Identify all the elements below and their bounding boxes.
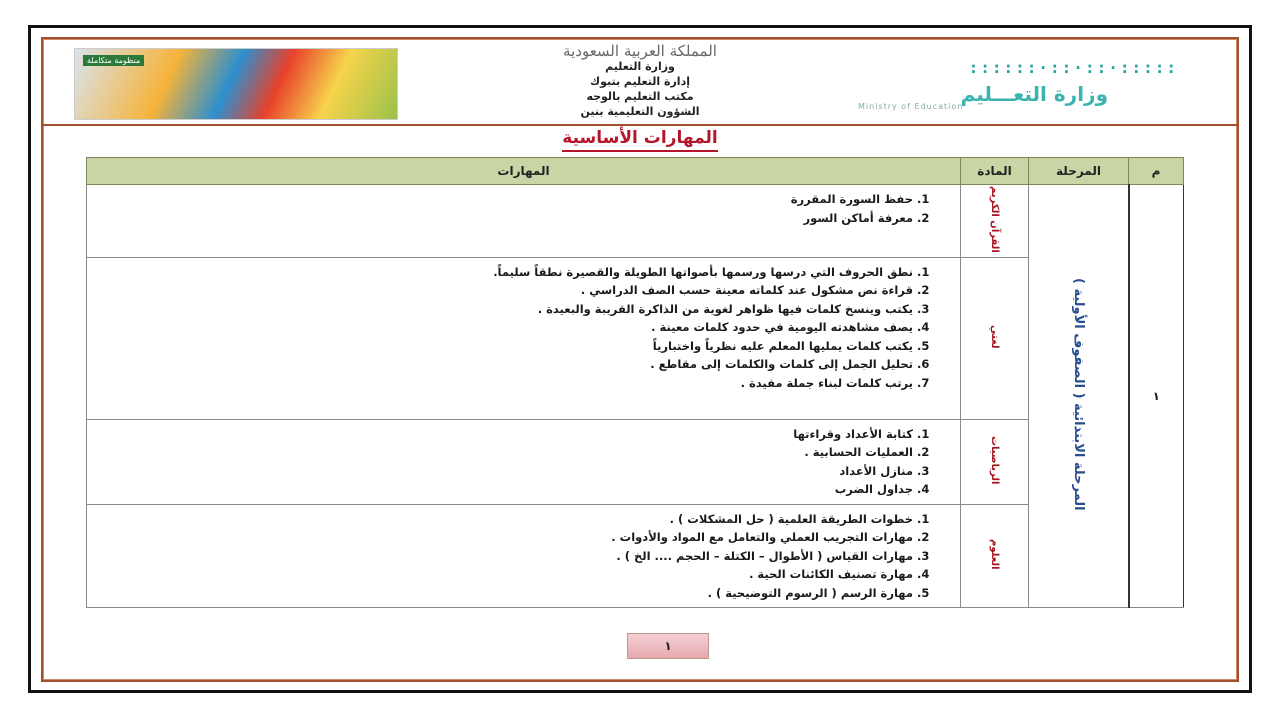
stage-cell [1029, 185, 1129, 608]
ministry-header-text [520, 44, 760, 119]
subject-label: لغتي [989, 325, 1000, 349]
logo-dots: ::::::·::·::·::::: [968, 58, 1178, 77]
cover-image [74, 48, 398, 120]
skill-item: 4. جداول الضرب [94, 480, 913, 499]
header-divider [43, 124, 1237, 126]
kingdom-name: المملكة العربية السعودية [563, 42, 717, 60]
cover-title: منظومة متكاملة [83, 55, 144, 66]
ministry-logo [858, 58, 1178, 110]
skill-item: 1. كتابة الأعداد وقراءتها [94, 425, 913, 444]
subject-label: القرآن الكريم [989, 186, 1000, 253]
skill-item: 4. مهارة تصنيف الكائنات الحية . [94, 565, 913, 584]
header-line-4: الشؤون التعليمية بنين [580, 105, 700, 118]
subject-label: العلوم [989, 539, 1000, 570]
skill-item: 5. يكتب كلمات يمليها المعلم عليه نظرياً واختبارياً [94, 337, 913, 356]
skills-cell [87, 257, 961, 419]
skills-cell [87, 419, 961, 504]
skill-item: 1. خطوات الطريقة العلمية ( حل المشكلات ) . [94, 510, 913, 529]
page-title [490, 128, 790, 148]
skills-table [86, 157, 1184, 608]
logo-text-ar: وزارة التعـــليم [960, 82, 1108, 106]
skill-item: 2. مهارات التجريب العملي والتعامل مع المواد والأدوات . [94, 528, 913, 547]
subject-cell [961, 504, 1029, 608]
header-line-1: وزارة التعليم [605, 60, 675, 73]
skill-item: 2. قراءة نص مشكول عند كلماته معينة حسب الصف الدراسي . [94, 281, 913, 300]
header-skills: المهارات [87, 158, 961, 185]
skill-item: 3. يكتب وينسخ كلمات فيها ظواهر لغوية من الذاكرة القريبة والبعيدة . [94, 300, 913, 319]
subject-cell [961, 185, 1029, 258]
header-line-3: مكتب التعليم بالوجه [586, 90, 694, 103]
skill-item: 4. يصف مشاهدته اليومية في حدود كلمات معينة . [94, 318, 913, 337]
header-stage: المرحلة [1029, 158, 1129, 185]
subject-cell [961, 419, 1029, 504]
header-num: م [1129, 158, 1184, 185]
page-number: ١ [627, 633, 709, 659]
skill-item: 5. مهارة الرسم ( الرسوم التوضيحية ) . [94, 584, 913, 603]
skill-item: 6. تحليل الجمل إلى كلمات والكلمات إلى مقاطع . [94, 355, 913, 374]
skill-item: 7. يرتب كلمات لبناء جملة مفيدة . [94, 374, 913, 393]
header-line-2: إدارة التعليم بتبوك [590, 75, 690, 88]
skills-cell [87, 504, 961, 608]
skill-item: 1. نطق الحروف التي درسها ورسمها بأصواتها الطويلة والقصيرة نطقاً سليماً. [94, 263, 913, 282]
subject-cell [961, 257, 1029, 419]
skill-item: 3. مهارات القياس ( الأطوال – الكتلة – الحجم .... الخ ) . [94, 547, 913, 566]
skills-cell [87, 185, 961, 258]
subject-label: الرياضيات [989, 436, 1000, 485]
header-subject: المادة [961, 158, 1029, 185]
skill-item: 2. العمليات الحسابية . [94, 443, 913, 462]
skill-item: 3. منازل الأعداد [94, 462, 913, 481]
row-number: ١ [1129, 185, 1184, 608]
stage-label: المرحلة الابتدائية ( الصفوف الأولية ) [1070, 278, 1086, 511]
page-title-text: المهارات الأساسية [562, 128, 717, 152]
skill-item: 2. معرفة أماكن السور [94, 209, 913, 228]
logo-text-en: Ministry of Education [858, 102, 964, 111]
skill-item: 1. حفظ السورة المقررة [94, 190, 913, 209]
